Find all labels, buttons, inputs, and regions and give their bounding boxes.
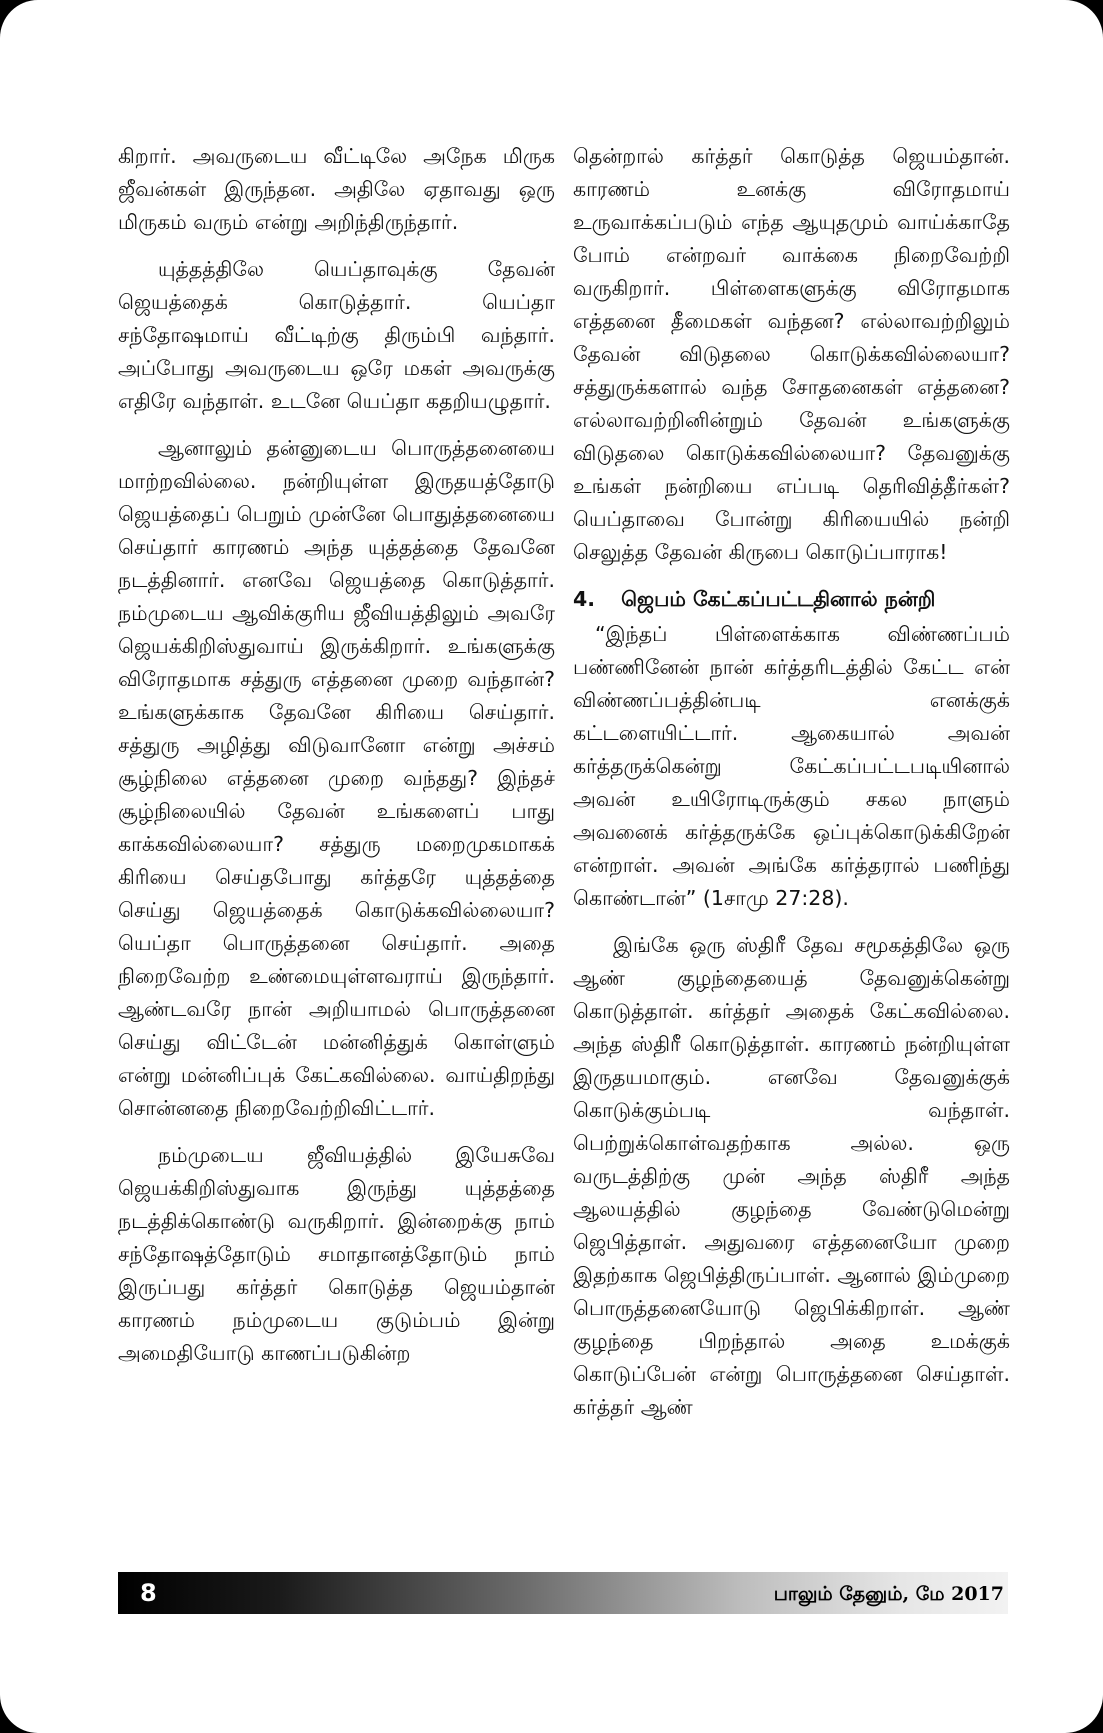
footer-bar: [118, 1572, 1008, 1614]
left-column: [118, 140, 555, 1384]
section-title: ஜெபம் கேட்கப்பட்டதினால் நன்றி: [621, 587, 936, 611]
paragraph: ஆனாலும் தன்னுடைய பொருத்தனையை மாற்றவில்லை. நன்றியுள்ள இருதயத்தோடு ஜெயத்தைப் பெறும் முன்னே பொதுத்தனையை செய்தார் காரணம் அந்த யுத்தத்தை தேவனே நடத்தினார். எனவே ஜெயத்தை கொடுத்தார். நம்முடைய ஆவிக்குரிய ஜீவியத்திலும் அவரே ஜெயக்கிறிஸ்துவாய் இருக்கிறார். உங்களுக்கு விரோதமாக சத்துரு எத்தனை முறை வந்தான்? உங்களுக்காக தேவனே கிரியை செய்தார். சத்துரு அழித்து விடுவானோ என்று அச்சம் சூழ்நிலை எத்தனை முறை வந்தது? இந்தச் சூழ்நிலையில் தேவன் உங்களைப் பாது காக்கவில்லையா? சத்துரு மறைமுகமாகக் கிரியை செய்தபோது கர்த்தரே யுத்தத்தை செய்து ஜெயத்தைக் கொடுக்கவில்லையா? யெப்தா பொருத்தனை செய்தார். அதை நிறைவேற்ற உண்மையுள்ளவராய் இருந்தார். ஆண்டவரே நான் அறியாமல் பொருத்தனை செய்து விட்டேன் மன்னித்துக் கொள்ளும் என்று மன்னிப்புக் கேட்கவில்லை. வாய்திறந்து சொன்னதை நிறைவேற்றிவிட்டார்.: [118, 436, 555, 1120]
right-column: [573, 140, 1010, 1438]
page-number: 8: [140, 1579, 157, 1607]
paragraph: தென்றால் கர்த்தர் கொடுத்த ஜெயம்தான். காரணம் உனக்கு விரோதமாய் உருவாக்கப்படும் எந்த ஆயுதமும் வாய்க்காதே போம் என்றவர் வாக்கை நிறைவேற்றி வருகிறார். பிள்ளைகளுக்கு விரோதமாக எத்தனை தீமைகள் வந்தன? எல்லாவற்றிலும் தேவன் விடுதலை கொடுக்கவில்லையா? சத்துருக்களால் வந்த சோதனைகள் எத்தனை? எல்லாவற்றினின்றும் தேவன் உங்களுக்கு விடுதலை கொடுக்கவில்லையா? தேவனுக்கு உங்கள் நன்றியை எப்படி தெரிவித்தீர்கள்? யெப்தாவை போன்று கிரியையில் நன்றி செலுத்த தேவன் கிருபை கொடுப்பாராக!: [573, 144, 1010, 564]
section-number: 4.: [573, 587, 596, 611]
publication-info: பாலும் தேனும், மே 2017: [773, 1583, 1004, 1605]
paragraph: கிறார். அவருடைய வீட்டிலே அநேக மிருக ஜீவன்கள் இருந்தன. அதிலே ஏதாவது ஒரு மிருகம் வரும் என்று அறிந்திருந்தார்.: [118, 144, 555, 234]
paragraph: நம்முடைய ஜீவியத்தில் இயேசுவே ஜெயக்கிறிஸ்துவாக இருந்து யுத்தத்தை நடத்திக்கொண்டு வருகிறார். இன்றைக்கு நாம் சந்தோஷத்தோடும் சமாதானத்தோடும் நாம் இருப்பது கர்த்தர் கொடுத்த ஜெயம்தான் காரணம் நம்முடைய குடும்பம் இன்று அமைதியோடு காணப்படுகின்ற: [118, 1143, 555, 1365]
paragraph: இங்கே ஒரு ஸ்திரீ தேவ சமூகத்திலே ஒரு ஆண் குழந்தையைத் தேவனுக்கென்று கொடுத்தாள். கர்த்தர் அதைக் கேட்கவில்லை. அந்த ஸ்திரீ கொடுத்தாள். காரணம் நன்றியுள்ள இருதயமாகும். எனவே தேவனுக்குக் கொடுக்கும்படி வந்தாள். பெற்றுக்கொள்வதற்காக அல்ல. ஒரு வருடத்திற்கு முன் அந்த ஸ்திரீ அந்த ஆலயத்தில் குழந்தை வேண்டுமென்று ஜெபித்தாள். அதுவரை எத்தனையோ முறை இதற்காக ஜெபித்திருப்பாள். ஆனால் இம்முறை பொருத்தனையோடு ஜெபிக்கிறாள். ஆண் குழந்தை பிறந்தால் அதை உமக்குக் கொடுப்பேன் என்று பொருத்தனை செய்தாள். கர்த்தர் ஆண்: [573, 933, 1010, 1419]
scripture-quote: “இந்தப் பிள்ளைக்காக விண்ணப்பம் பண்ணினேன் நான் கர்த்தரிடத்தில் கேட்ட என் விண்ணப்பத்தின்படி எனக்குக் கட்டளையிட்டார். ஆகையால் அவன் கர்த்தருக்கென்று கேட்கப்பட்டபடியினால் அவன் உயிரோடிருக்கும் சகல நாளும் அவனைக் கர்த்தருக்கே ஒப்புக்கொடுக்கிறேன் என்றாள். அவன் அங்கே கர்த்தரால் பணிந்து கொண்டான்” (1சாமு 27:28).: [573, 622, 1010, 910]
section-heading: [573, 583, 1010, 616]
paragraph: யுத்தத்திலே யெப்தாவுக்கு தேவன் ஜெயத்தைக் கொடுத்தார். யெப்தா சந்தோஷமாய் வீட்டிற்கு திரும்பி வந்தார். அப்போது அவருடைய ஒரே மகள் அவருக்கு எதிரே வந்தாள். உடனே யெப்தா கதறியழுதார்.: [118, 257, 555, 413]
